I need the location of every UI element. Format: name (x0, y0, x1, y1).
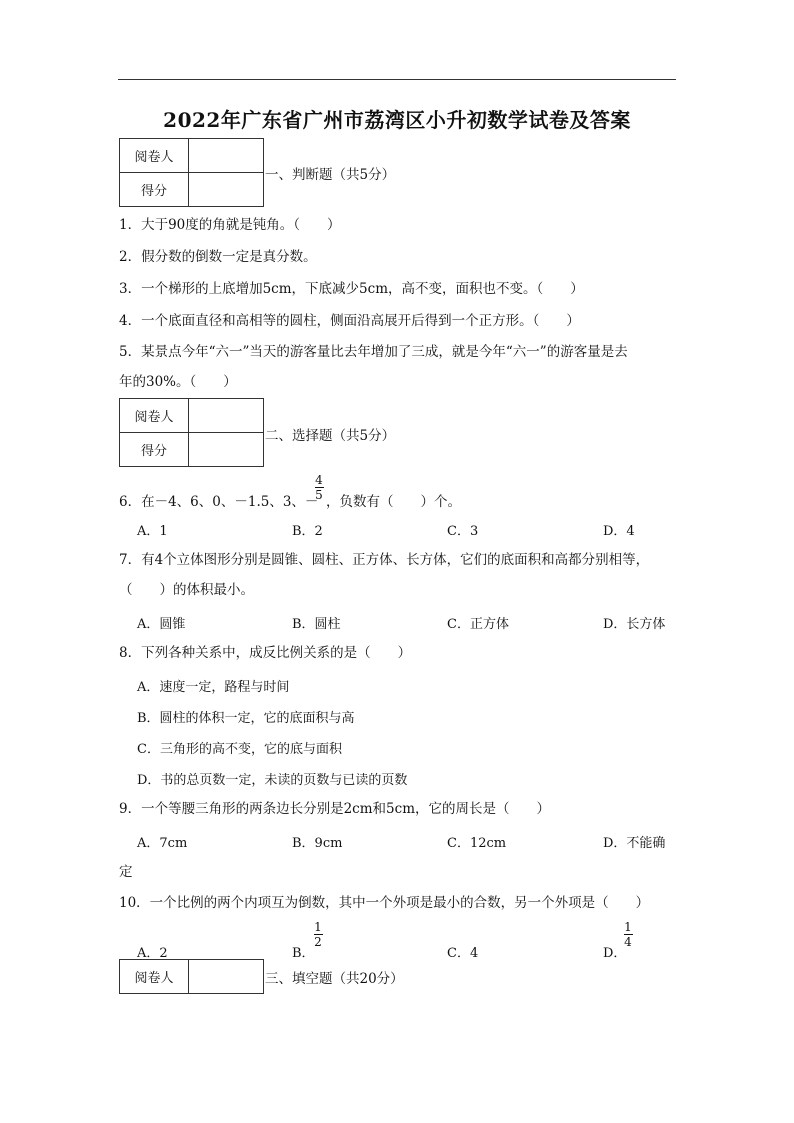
q9-option-c: C．12cm (447, 836, 507, 851)
q7-option-a: A．圆锥 (137, 617, 186, 632)
question-7-line2: （ ）的体积最小。 (119, 582, 254, 598)
reviewer-cell (189, 960, 264, 994)
page-title: 2022年广东省广州市荔湾区小升初数学试卷及答案 (163, 108, 631, 132)
question-9: 9．一个等腰三角形的两条边长分别是2cm和5cm，它的周长是（ ） (119, 801, 550, 817)
reviewer-label: 阅卷人 (120, 139, 189, 173)
score-cell (189, 433, 264, 467)
question-6-suffix: ，负数有（ ）个。 (326, 494, 461, 510)
score-table-3 (119, 959, 264, 994)
score-label: 得分 (120, 433, 189, 467)
q9-option-d: D．不能确 (603, 836, 666, 851)
question-5-line2: 年的30%。（ ） (119, 374, 237, 390)
reviewer-label: 阅卷人 (120, 960, 189, 994)
fraction-1-4 (622, 921, 634, 948)
question-8: 8．下列各种关系中，成反比例关系的是（ ） (119, 645, 412, 661)
question-6-prefix: 6．在－4、6、0、－1.5、3、－ (119, 494, 319, 510)
q6-option-c: C．3 (447, 524, 479, 539)
q7-option-b: B．圆柱 (292, 617, 341, 632)
section-heading-fill: 三、填空题（共20分） (265, 971, 404, 987)
question-5-line1: 5．某景点今年“六一”当天的游客量比去年增加了三成，就是今年“六一”的游客量是去 (119, 344, 628, 360)
question-7-line1: 7．有4个立体图形分别是圆锥、圆柱、正方体、长方体，它们的底面积和高都分别相等， (119, 552, 650, 568)
fraction-4-5 (313, 474, 325, 501)
q8-option-b: B．圆柱的体积一定，它的底面积与高 (137, 711, 355, 726)
fraction-denominator: 5 (315, 488, 323, 502)
q9-option-a: A．7cm (137, 836, 188, 851)
header-rule (118, 79, 676, 80)
score-table-2 (119, 398, 264, 467)
section-heading-judge: 一、判断题（共5分） (265, 167, 396, 183)
q7-option-c: C．正方体 (447, 617, 509, 632)
q10-option-c: C．4 (447, 946, 479, 961)
q7-option-d: D．长方体 (603, 617, 666, 632)
question-1: 1．大于90度的角就是钝角。（ ） (119, 217, 341, 233)
question-4: 4．一个底面直径和高相等的圆柱，侧面沿高展开后得到一个正方形。（ ） (119, 313, 580, 329)
score-cell (189, 173, 264, 207)
q6-option-a: A．1 (137, 524, 168, 539)
fraction-denominator: 4 (624, 935, 632, 949)
q10-option-b: B． (292, 946, 315, 961)
q10-option-a: A．2 (137, 946, 168, 961)
fraction-denominator: 2 (314, 935, 322, 949)
fraction-1-2 (312, 921, 324, 948)
question-10: 10．一个比例的两个内项互为倒数，其中一个外项是最小的合数，另一个外项是（ ） (119, 895, 650, 911)
q8-option-a: A．速度一定，路程与时间 (137, 680, 290, 695)
q10-option-d: D． (603, 946, 627, 961)
question-9-wrap: 定 (119, 864, 133, 880)
q8-option-d: D．书的总页数一定，未读的页数与已读的页数 (137, 773, 408, 788)
fraction-numerator: 1 (314, 920, 322, 934)
section-heading-choice: 二、选择题（共5分） (265, 428, 396, 444)
fraction-numerator: 4 (315, 473, 323, 487)
q6-option-d: D．4 (603, 524, 635, 539)
fraction-numerator: 1 (624, 920, 632, 934)
question-3: 3．一个梯形的上底增加5cm，下底减少5cm，高不变，面积也不变。（ ） (119, 281, 584, 297)
q9-option-b: B．9cm (292, 836, 343, 851)
score-label: 得分 (120, 173, 189, 207)
score-table-1 (119, 138, 264, 207)
question-2: 2．假分数的倒数一定是真分数。 (119, 249, 317, 265)
q8-option-c: C．三角形的高不变，它的底与面积 (137, 742, 342, 757)
reviewer-cell (189, 139, 264, 173)
reviewer-cell (189, 399, 264, 433)
reviewer-label: 阅卷人 (120, 399, 189, 433)
q6-option-b: B．2 (292, 524, 323, 539)
